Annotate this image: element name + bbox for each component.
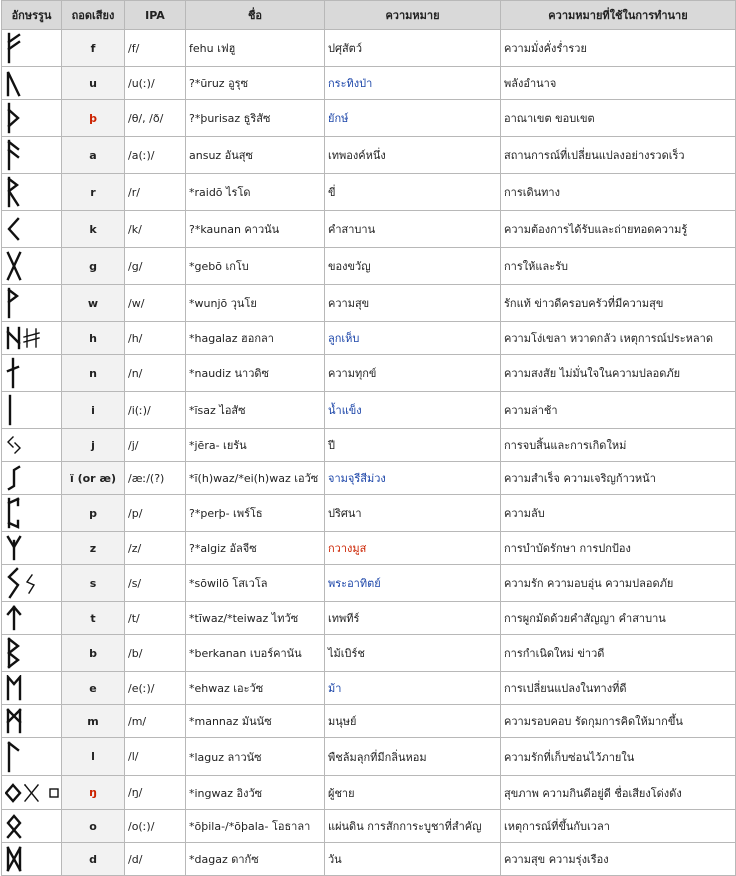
- transliteration: t: [62, 602, 125, 635]
- transliteration: h: [62, 322, 125, 355]
- divination-meaning: การบำบัดรักษา การปกป้อง: [501, 532, 736, 565]
- header-divination[interactable]: ความหมายที่ใช้ในการทำนาย: [501, 1, 736, 30]
- rune-name: *wunjō วุนโย: [186, 285, 325, 322]
- meaning-link[interactable]: ลูกเห็บ: [325, 322, 501, 355]
- rune-name: ?*perþ- เพร์โธ: [186, 495, 325, 532]
- rune-name: *ehwaz เอะวัซ: [186, 672, 325, 705]
- divination-meaning: สถานการณ์ที่เปลี่ยนแปลงอย่างรวดเร็ว: [501, 137, 736, 174]
- transliteration: d: [62, 843, 125, 876]
- table-row: [2, 322, 736, 355]
- rune-name: *dagaz ดากัซ: [186, 843, 325, 876]
- rune-name: *gebō เกโบ: [186, 248, 325, 285]
- meaning: ความทุกข์: [325, 355, 501, 392]
- table-row: [2, 67, 736, 100]
- meaning: คำสาบาน: [325, 211, 501, 248]
- transliteration: a: [62, 137, 125, 174]
- ipa: /p/: [125, 495, 186, 532]
- header-rune[interactable]: อักษรรูน: [2, 1, 62, 30]
- mannaz-rune-icon[interactable]: [2, 705, 62, 738]
- table-row: [2, 738, 736, 776]
- divination-meaning: เหตุการณ์ที่ขึ้นกับเวลา: [501, 810, 736, 843]
- divination-meaning: การกำเนิดใหม่ ข่าวดี: [501, 635, 736, 672]
- transliteration: ï (or æ): [62, 462, 125, 495]
- divination-meaning: การเดินทาง: [501, 174, 736, 211]
- meaning-link[interactable]: ยักษ์: [325, 100, 501, 137]
- ipa: /r/: [125, 174, 186, 211]
- uruz-rune-icon[interactable]: [2, 67, 62, 100]
- kaunan-rune-icon[interactable]: [2, 211, 62, 248]
- meaning: ปริศนา: [325, 495, 501, 532]
- ansuz-rune-icon[interactable]: [2, 137, 62, 174]
- perth-rune-icon[interactable]: [2, 495, 62, 532]
- table-row: [2, 602, 736, 635]
- divination-meaning: อาณาเขต ขอบเขต: [501, 100, 736, 137]
- rune-name: *hagalaz ฮอกลา: [186, 322, 325, 355]
- dagaz-rune-icon[interactable]: [2, 843, 62, 876]
- divination-meaning: การจบสิ้นและการเกิดใหม่: [501, 429, 736, 462]
- fehu-rune-icon[interactable]: [2, 30, 62, 67]
- jera-rune-icon[interactable]: [2, 429, 62, 462]
- ipa: /m/: [125, 705, 186, 738]
- ipa: /u(ː)/: [125, 67, 186, 100]
- divination-meaning: สุขภาพ ความกินดีอยู่ดี ชื่อเสียงโด่งดัง: [501, 776, 736, 810]
- meaning: ปี: [325, 429, 501, 462]
- transliteration: e: [62, 672, 125, 705]
- table-row: [2, 462, 736, 495]
- ipa: /ŋ/: [125, 776, 186, 810]
- transliteration: j: [62, 429, 125, 462]
- ehwaz-rune-icon[interactable]: [2, 672, 62, 705]
- rune-name: *ōþila-/*ōþala- โอธาลา: [186, 810, 325, 843]
- ipa: /w/: [125, 285, 186, 322]
- meaning-link[interactable]: น้ำแข็ง: [325, 392, 501, 429]
- table-row: [2, 565, 736, 602]
- transliteration: i: [62, 392, 125, 429]
- transliteration: f: [62, 30, 125, 67]
- rune-name: *jēra- เยรัน: [186, 429, 325, 462]
- transliteration: w: [62, 285, 125, 322]
- table-row: [2, 392, 736, 429]
- ipa: /f/: [125, 30, 186, 67]
- table-row: [2, 776, 736, 810]
- rune-name: ?*ūruz อูรุซ: [186, 67, 325, 100]
- table-row: [2, 285, 736, 322]
- meaning-link[interactable]: ม้า: [325, 672, 501, 705]
- rune-name: *ingwaz อิงวัซ: [186, 776, 325, 810]
- transliteration: k: [62, 211, 125, 248]
- thurisaz-rune-icon[interactable]: [2, 100, 62, 137]
- divination-meaning: การผูกมัดด้วยคำสัญญา คำสาบาน: [501, 602, 736, 635]
- berkanan-rune-icon[interactable]: [2, 635, 62, 672]
- othala-rune-icon[interactable]: [2, 810, 62, 843]
- meaning: แผ่นดิน การสักการะบูชาที่สำคัญ: [325, 810, 501, 843]
- gebo-rune-icon[interactable]: [2, 248, 62, 285]
- rune-name: *mannaz มันนัซ: [186, 705, 325, 738]
- rune-name: *ī(h)waz/*ei(h)waz เอวัซ: [186, 462, 325, 495]
- tiwaz-rune-icon[interactable]: [2, 602, 62, 635]
- divination-meaning: การเปลี่ยนแปลงในทางที่ดี: [501, 672, 736, 705]
- divination-meaning: ความสำเร็จ ความเจริญก้าวหน้า: [501, 462, 736, 495]
- naudiz-rune-icon[interactable]: [2, 355, 62, 392]
- divination-meaning: ความรัก ความอบอุ่น ความปลอดภัย: [501, 565, 736, 602]
- transliteration: u: [62, 67, 125, 100]
- transliteration: p: [62, 495, 125, 532]
- table-row: [2, 429, 736, 462]
- rune-name: *tīwaz/*teiwaz ไทวัซ: [186, 602, 325, 635]
- meaning-link[interactable]: กวางมูส: [325, 532, 501, 565]
- divination-meaning: การให้และรับ: [501, 248, 736, 285]
- table-row: [2, 355, 736, 392]
- rune-name: ?*þurisaz ธูริสัซ: [186, 100, 325, 137]
- meaning: พืชล้มลุกที่มีกลิ่นหอม: [325, 738, 501, 776]
- divination-meaning: พลังอำนาจ: [501, 67, 736, 100]
- ipa: /l/: [125, 738, 186, 776]
- ipa: /b/: [125, 635, 186, 672]
- meaning: มนุษย์: [325, 705, 501, 738]
- divination-meaning: ความสุข ความรุ่งเรือง: [501, 843, 736, 876]
- transliteration: r: [62, 174, 125, 211]
- meaning: ผู้ชาย: [325, 776, 501, 810]
- ipa: /o(ː)/: [125, 810, 186, 843]
- divination-meaning: รักแท้ ข่าวดีครอบครัวที่มีความสุข: [501, 285, 736, 322]
- table-row: [2, 174, 736, 211]
- ipa: /h/: [125, 322, 186, 355]
- transliteration: z: [62, 532, 125, 565]
- ipa: /i(ː)/: [125, 392, 186, 429]
- elder-futhark-table: [1, 0, 736, 876]
- wunjo-rune-icon[interactable]: [2, 285, 62, 322]
- ipa: /z/: [125, 532, 186, 565]
- meaning-link[interactable]: กระทิงป่า: [325, 67, 501, 100]
- rune-name: ?*algiz อัลจีซ: [186, 532, 325, 565]
- ipa: /j/: [125, 429, 186, 462]
- rune-name: *īsaz ไอสัซ: [186, 392, 325, 429]
- header-transliteration[interactable]: ถอดเสียง: [62, 1, 125, 30]
- divination-meaning: ความต้องการได้รับและถ่ายทอดความรู้: [501, 211, 736, 248]
- table-row: [2, 137, 736, 174]
- table-row: [2, 495, 736, 532]
- rune-name: *sōwilō โสเวโล: [186, 565, 325, 602]
- transliteration: g: [62, 248, 125, 285]
- table-row: [2, 672, 736, 705]
- rune-name: ansuz อันสุซ: [186, 137, 325, 174]
- table-row: [2, 705, 736, 738]
- ipa: /g/: [125, 248, 186, 285]
- table-row: [2, 532, 736, 565]
- transliteration: þ: [62, 100, 125, 137]
- ipa: /θ/, /ð/: [125, 100, 186, 137]
- ipa: /a(ː)/: [125, 137, 186, 174]
- divination-meaning: ความสงสัย ไม่มั่นใจในความปลอดภัย: [501, 355, 736, 392]
- meaning: เทพองค์หนึ่ง: [325, 137, 501, 174]
- meaning-link[interactable]: จามจุรีสีม่วง: [325, 462, 501, 495]
- table-row: [2, 248, 736, 285]
- ipa: /k/: [125, 211, 186, 248]
- transliteration: l: [62, 738, 125, 776]
- isaz-rune-icon[interactable]: [2, 392, 62, 429]
- sowilo-rune-icon[interactable]: [2, 565, 62, 602]
- transliteration: s: [62, 565, 125, 602]
- ipa: /d/: [125, 843, 186, 876]
- ipa: /n/: [125, 355, 186, 392]
- rune-name: *berkanan เบอร์คานัน: [186, 635, 325, 672]
- table-row: [2, 30, 736, 67]
- transliteration: b: [62, 635, 125, 672]
- meaning: ของขวัญ: [325, 248, 501, 285]
- divination-meaning: ความรักที่เก็บซ่อนไว้ภายใน: [501, 738, 736, 776]
- ipa: /t/: [125, 602, 186, 635]
- divination-meaning: ความรอบคอบ รัดกุมการคิดให้มากขึ้น: [501, 705, 736, 738]
- raido-rune-icon[interactable]: [2, 174, 62, 211]
- meaning: ความสุข: [325, 285, 501, 322]
- meaning: วัน: [325, 843, 501, 876]
- table-header-row: [2, 1, 736, 30]
- ingwaz-rune-icon[interactable]: [2, 776, 62, 810]
- ipa: /s/: [125, 565, 186, 602]
- table-row: [2, 843, 736, 876]
- header-name[interactable]: ชื่อ: [186, 1, 325, 30]
- header-ipa[interactable]: IPA: [125, 1, 186, 30]
- laguz-rune-icon[interactable]: [2, 738, 62, 776]
- divination-meaning: ความมั่งคั่งร่ำรวย: [501, 30, 736, 67]
- rune-name: *raidō ไรโด: [186, 174, 325, 211]
- meaning: ปศุสัตว์: [325, 30, 501, 67]
- table-row: [2, 211, 736, 248]
- meaning: เทพทีร์: [325, 602, 501, 635]
- meaning: ไม้เบิร์ช: [325, 635, 501, 672]
- meaning: ขี่: [325, 174, 501, 211]
- rune-name: *naudiz นาวดิซ: [186, 355, 325, 392]
- transliteration: o: [62, 810, 125, 843]
- table-row: [2, 635, 736, 672]
- ipa: /æː/(?): [125, 462, 186, 495]
- table-row: [2, 810, 736, 843]
- rune-name: fehu เฟฮู: [186, 30, 325, 67]
- hagalaz-rune-icon[interactable]: [2, 322, 62, 355]
- divination-meaning: ความลับ: [501, 495, 736, 532]
- eihwaz-rune-icon[interactable]: [2, 462, 62, 495]
- transliteration: n: [62, 355, 125, 392]
- transliteration: m: [62, 705, 125, 738]
- divination-meaning: ความล่าช้า: [501, 392, 736, 429]
- divination-meaning: ความโง่เขลา หวาดกลัว เหตุการณ์ประหลาด: [501, 322, 736, 355]
- meaning-link[interactable]: พระอาทิตย์: [325, 565, 501, 602]
- ipa: /e(ː)/: [125, 672, 186, 705]
- table-row: [2, 100, 736, 137]
- rune-name: *laguz ลาวนัซ: [186, 738, 325, 776]
- header-meaning[interactable]: ความหมาย: [325, 1, 501, 30]
- rune-name: ?*kaunan คาวนัน: [186, 211, 325, 248]
- algiz-rune-icon[interactable]: [2, 532, 62, 565]
- transliteration: ŋ: [62, 776, 125, 810]
